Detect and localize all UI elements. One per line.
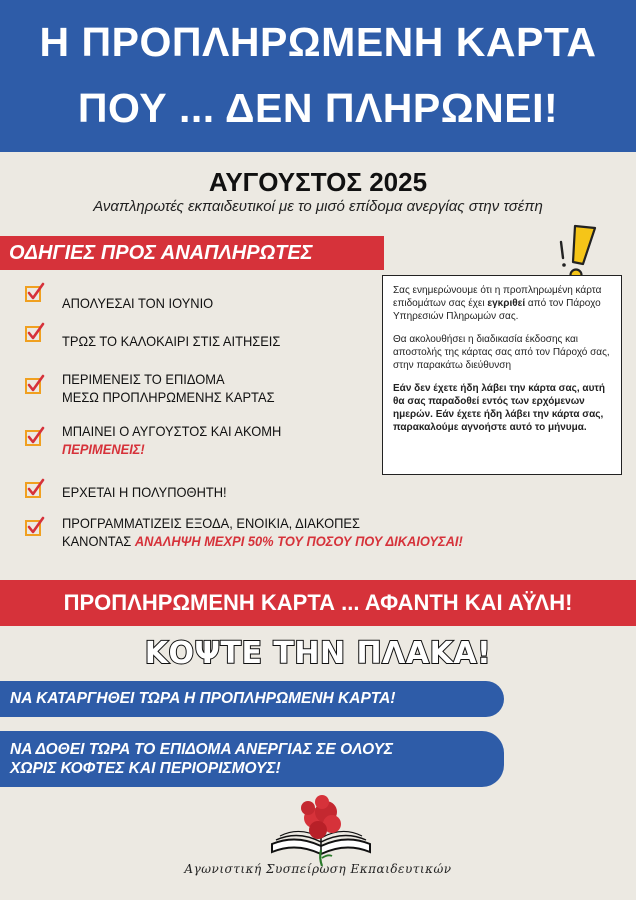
demand-line: ΝΑ ΔΟΘΕΙ ΤΩΡΑ ΤΟ ΕΠΙΔΟΜΑ ΑΝΕΡΓΙΑΣ ΣΕ ΟΛΟΥΣ <box>10 741 394 758</box>
list-item-text: ΠΡΟΓΡΑΜΜΑΤΙΖΕΙΣ ΕΞΟΔΑ, ΕΝΟΙΚΙΑ, ΔΙΑΚΟΠΕΣ <box>62 515 360 531</box>
instructions-banner: ΟΔΗΓΙΕΣ ΠΡΟΣ ΑΝΑΠΛΗΡΩΤΕΣ <box>0 236 384 270</box>
list-item-text: ΜΕΣΩ ΠΡΟΠΛΗΡΩΜΕΝΗΣ ΚΑΡΤΑΣ <box>62 389 275 405</box>
card-banner: ΠΡΟΠΛΗΡΩΜΕΝΗ ΚΑΡΤΑ ... ΑΦΑΝΤΗ ΚΑΙ ΑΫΛΗ! <box>0 580 636 626</box>
subtitle: Αναπληρωτές εκπαιδευτικοί με το μισό επίδομα ανεργίας στην τσέπη <box>93 198 543 215</box>
notice-paragraph-1: Σας ενημερώνουμε ότι η προπληρωμένη κάρτα επιδομάτων σας έχει εγκριθεί από τον Πάροχο Υπηρεσιών Πληρωμών σας. <box>393 285 602 322</box>
list-item-text: ΠΕΡΙΜΕΝΕΙΣ ΤΟ ΕΠΙΔΟΜΑ <box>62 371 225 387</box>
checkbox-checked-icon <box>24 478 46 500</box>
notice-paragraph-3: Εάν δεν έχετε ήδη λάβει την κάρτα σας, αυτή θα σας παραδοθεί εντός των ερχόμενων ημερών. Εάν έχετε ήδη λάβει την κάρτα σας, παρακαλούμε αγνοήστε αυτό το μήνυμα. <box>393 383 605 433</box>
checkbox-checked-icon <box>24 282 46 304</box>
list-item-text-highlight: ΠΕΡΙΜΕΝΕΙΣ! <box>62 441 145 457</box>
book-carnation-logo-icon <box>266 792 376 868</box>
checkbox-checked-icon <box>24 516 46 538</box>
list-item-text: ΕΡΧΕΤΑΙ Η ΠΟΛΥΠΟΘΗΤΗ! <box>62 484 227 500</box>
demand-banner-2 <box>0 731 504 787</box>
exclamation-alert-icon <box>555 222 605 282</box>
checkbox-checked-icon <box>24 374 46 396</box>
header-title-line1: Η ΠΡΟΠΛΗΡΩΜΕΝΗ ΚΑΡΤΑ <box>39 19 597 65</box>
slogan-title: ΚΟΨΤΕ ΤΗΝ ΠΛΑΚΑ! <box>144 636 492 671</box>
checkbox-checked-icon <box>24 322 46 344</box>
notice-paragraph-2: Θα ακολουθήσει η διαδικασία έκδοσης και αποστολής της κάρτας σας από τον Πάροχό σας, στην παρακάτω διεύθυνση <box>393 334 610 371</box>
checkbox-checked-icon <box>24 426 46 448</box>
demand-banner-1: ΝΑ ΚΑΤΑΡΓΗΘΕΙ ΤΩΡΑ Η ΠΡΟΠΛΗΡΩΜΕΝΗ ΚΑΡΤΑ! <box>0 681 504 717</box>
list-item-text: ΤΡΩΣ ΤΟ ΚΑΛΟΚΑΙΡΙ ΣΤΙΣ ΑΙΤΗΣΕΙΣ <box>62 333 281 349</box>
list-item-text: ΚΑΝΟΝΤΑΣ ΑΝΑΛΗΨΗ ΜΕΧΡΙ 50% ΤΟΥ ΠΟΣΟΥ ΠΟΥ ΔΙΚΑΙΟΥΣΑΙ! <box>62 533 463 549</box>
header-banner <box>0 0 636 152</box>
header-title-line2: ΠΟΥ ... ΔΕΝ ΠΛΗΡΩΝΕΙ! <box>77 85 559 131</box>
list-item-text: ΜΠΑΙΝΕΙ Ο ΑΥΓΟΥΣΤΟΣ ΚΑΙ ΑΚΟΜΗ <box>62 423 282 439</box>
demand-line: ΧΩΡΙΣ ΚΟΦΤΕΣ ΚΑΙ ΠΕΡΙΟΡΙΣΜΟΥΣ! <box>10 760 281 777</box>
organization-name: Αγωνιστική Συσπείρωση Εκπαιδευτικών <box>184 862 452 876</box>
date-title: ΑΥΓΟΥΣΤΟΣ 2025 <box>208 167 428 197</box>
list-item-text: ΑΠΟΛΥΕΣΑΙ ΤΟΝ ΙΟΥΝΙΟ <box>62 295 214 311</box>
card-notice-message <box>382 275 622 475</box>
